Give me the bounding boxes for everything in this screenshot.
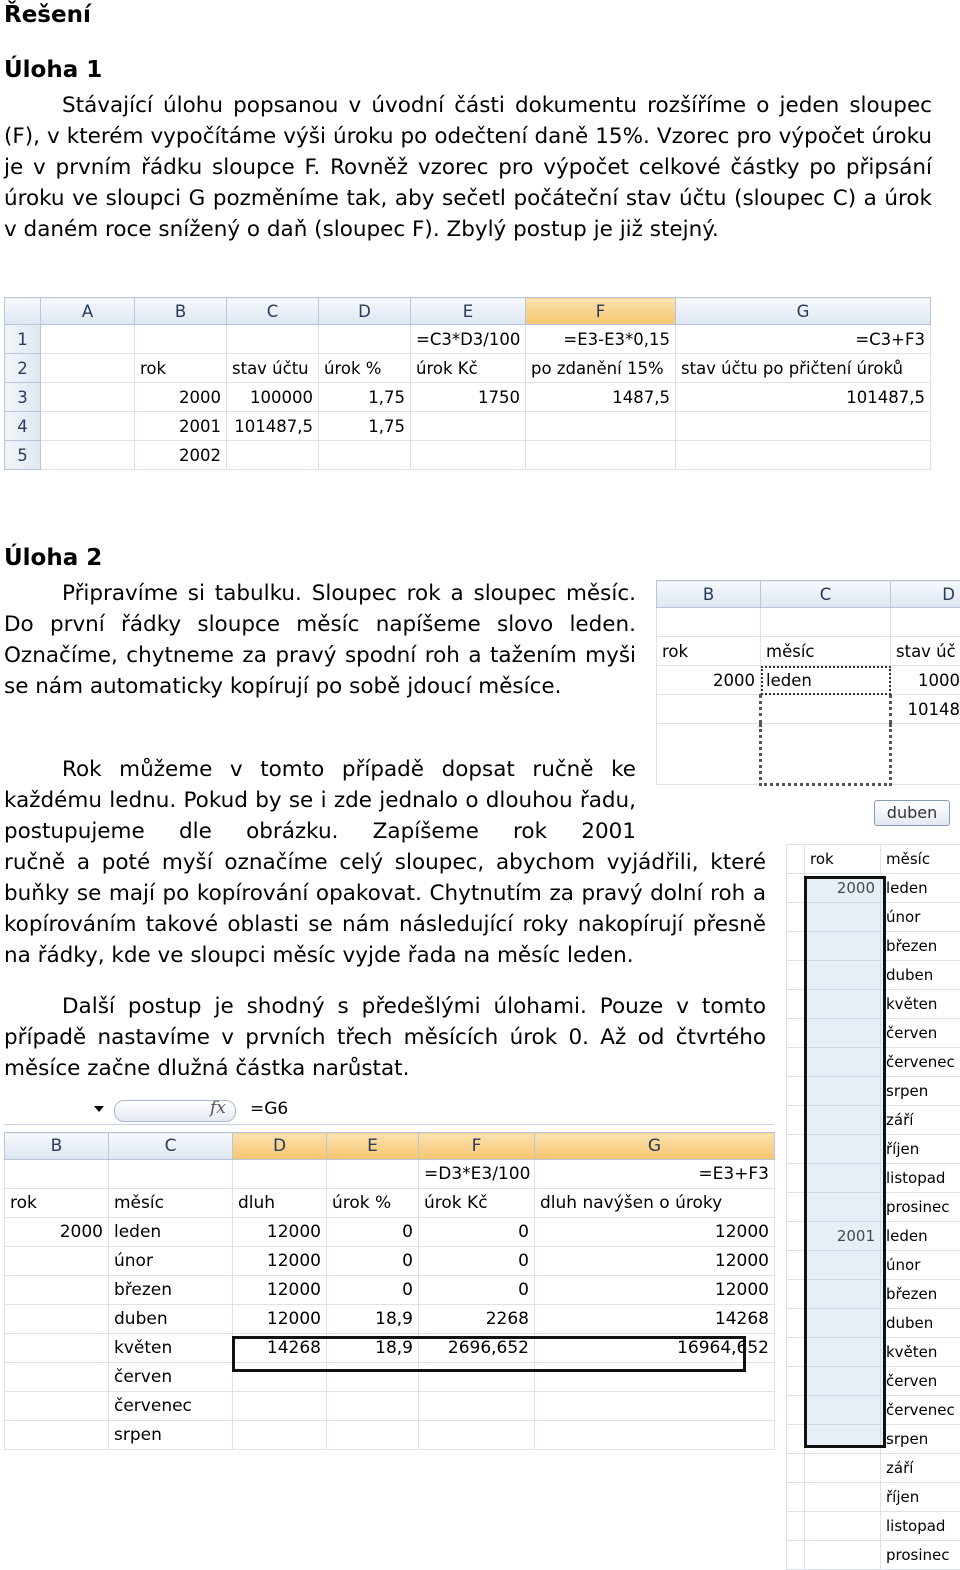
cell[interactable] [787, 990, 805, 1019]
cell[interactable] [319, 441, 411, 470]
cell[interactable]: březen [109, 1276, 233, 1305]
cell[interactable]: 12000 [233, 1305, 327, 1334]
cell[interactable]: 12000 [535, 1218, 775, 1247]
cell[interactable] [657, 608, 761, 637]
cell-year[interactable]: 2000 [805, 874, 881, 903]
col-header[interactable]: C [109, 1133, 233, 1160]
cell[interactable]: 14268 [535, 1305, 775, 1334]
table-row [5, 1189, 775, 1218]
fill-range[interactable] [761, 695, 891, 724]
cell[interactable] [535, 1421, 775, 1450]
cell-month[interactable]: duben [881, 961, 960, 990]
cell[interactable]: 2000 [135, 383, 227, 412]
cell[interactable]: 0 [327, 1276, 419, 1305]
task1-title: Úloha 1 [4, 57, 102, 83]
fx-icon[interactable]: fx [210, 1098, 226, 1118]
cell[interactable] [233, 1160, 327, 1189]
cell[interactable]: 100000 [227, 383, 319, 412]
col-header[interactable]: C [761, 581, 891, 608]
cell-month[interactable]: duben [881, 1309, 960, 1338]
cell[interactable] [319, 325, 411, 354]
cell[interactable]: měsíc [881, 845, 960, 874]
cell[interactable]: 18,9 [327, 1305, 419, 1334]
cell-month[interactable]: září [881, 1106, 960, 1135]
cell[interactable]: 14268 [233, 1334, 327, 1363]
cell[interactable] [41, 354, 135, 383]
cell[interactable]: 1,75 [319, 383, 411, 412]
cell[interactable]: 2696,652 [419, 1334, 535, 1363]
cell[interactable] [787, 1280, 805, 1309]
row-header[interactable]: 4 [5, 412, 41, 441]
cell[interactable] [891, 608, 960, 637]
cell[interactable] [41, 325, 135, 354]
cell[interactable] [135, 325, 227, 354]
cell[interactable]: po zdanění 15% [526, 354, 676, 383]
cell[interactable]: duben [109, 1305, 233, 1334]
table-row [5, 1160, 775, 1189]
cell[interactable] [787, 874, 805, 903]
cell[interactable] [227, 441, 319, 470]
col-header[interactable]: E [411, 298, 526, 325]
autofill-tooltip: duben [874, 800, 950, 826]
cell[interactable] [5, 1247, 109, 1276]
cell-month[interactable]: leden [881, 1222, 960, 1251]
cell-month[interactable]: srpen [881, 1425, 960, 1454]
cell[interactable] [787, 1077, 805, 1106]
selected-year-column[interactable] [804, 876, 886, 1448]
cell[interactable] [761, 608, 891, 637]
cell[interactable]: 0 [419, 1218, 535, 1247]
cell[interactable] [787, 1396, 805, 1425]
cell-month[interactable]: únor [881, 903, 960, 932]
cell[interactable]: srpen [109, 1421, 233, 1450]
cell-month[interactable]: květen [881, 1338, 960, 1367]
cell[interactable]: 0 [419, 1247, 535, 1276]
cell[interactable] [787, 1512, 805, 1541]
cell[interactable]: 1,75 [319, 412, 411, 441]
cell[interactable]: 1487,5 [526, 383, 676, 412]
cell[interactable] [787, 1309, 805, 1338]
cell[interactable] [891, 724, 960, 785]
table-row [5, 412, 931, 441]
col-header[interactable]: D [891, 581, 960, 608]
cell[interactable]: 12000 [233, 1276, 327, 1305]
table-row [5, 1218, 775, 1247]
cell[interactable]: 16964,652 [535, 1334, 775, 1363]
cell[interactable] [5, 1421, 109, 1450]
cell-month[interactable]: červen [881, 1367, 960, 1396]
cell[interactable] [787, 1454, 805, 1483]
row-header[interactable]: 5 [5, 441, 41, 470]
cell[interactable] [787, 1164, 805, 1193]
cell[interactable] [5, 1276, 109, 1305]
task2-paragraph-2a: Rok můžeme v tomto případě dopsat ručně ke každému lednu. Pokud by se i zde jednalo o dlouhou řadu, postupujeme dle obrázku. Zapíšeme rok 2001 [4, 754, 636, 847]
cell[interactable]: rok [5, 1189, 109, 1218]
list-item [787, 1512, 960, 1541]
col-header[interactable]: B [5, 1133, 109, 1160]
task1-spreadsheet[interactable] [4, 297, 931, 470]
cell-month[interactable]: listopad [881, 1512, 960, 1541]
cell[interactable] [787, 961, 805, 990]
cell[interactable]: 12000 [233, 1247, 327, 1276]
col-header[interactable]: E [327, 1133, 419, 1160]
formula-bar [4, 1096, 774, 1125]
cell[interactable]: 12000 [233, 1218, 327, 1247]
cell[interactable] [787, 1019, 805, 1048]
cell[interactable]: 101487,5 [676, 383, 931, 412]
cell[interactable] [5, 1392, 109, 1421]
cell[interactable] [411, 441, 526, 470]
col-header[interactable]: D [233, 1133, 327, 1160]
cell[interactable] [41, 441, 135, 470]
cell[interactable]: úrok Kč [419, 1189, 535, 1218]
cell-month[interactable]: září [881, 1454, 960, 1483]
table-row [5, 325, 931, 354]
table-row [5, 1305, 775, 1334]
page-heading: Řešení [4, 2, 91, 28]
cell-selected[interactable]: leden [761, 666, 891, 695]
dropdown-arrow-icon[interactable] [94, 1106, 104, 1112]
cell-year[interactable] [805, 1454, 881, 1483]
col-header[interactable]: F [419, 1133, 535, 1160]
cell[interactable] [787, 1541, 805, 1570]
table-row [5, 441, 931, 470]
cell[interactable] [535, 1392, 775, 1421]
cell-month[interactable]: březen [881, 1280, 960, 1309]
cell[interactable] [787, 1048, 805, 1077]
cell[interactable]: dluh navýšen o úroky [535, 1189, 775, 1218]
cell[interactable] [233, 1421, 327, 1450]
cell[interactable]: 12000 [535, 1276, 775, 1305]
table-row [5, 1421, 775, 1450]
col-header[interactable]: A [41, 298, 135, 325]
table-row [5, 1247, 775, 1276]
row-header[interactable]: 1 [5, 325, 41, 354]
cell[interactable]: stav účtu po přičtení úroků [676, 354, 931, 383]
cell[interactable] [327, 1160, 419, 1189]
cell[interactable] [787, 1193, 805, 1222]
cell[interactable] [657, 695, 761, 724]
cell-month[interactable]: prosinec [881, 1541, 960, 1570]
cell[interactable] [787, 1425, 805, 1454]
cell[interactable] [676, 412, 931, 441]
row-header[interactable]: 2 [5, 354, 41, 383]
cell[interactable] [419, 1392, 535, 1421]
task1-text: Stávající úlohu popsanou v úvodní části dokumentu rozšíříme o jeden sloupec (F), v kterém vypočítáme výši úroku po odečtení daně 15%. Vzorec pro výpočet úroku je v prvním řádku sloupce F. Rovněž vzorec pro výpočet celkové částky po připsání úroku ve sloupci G pozměníme tak, aby sečetl počáteční stav účtu (sloupec C) a úrok v daném roce snížený o daň (sloupec F). Zbylý postup je již stejný. [4, 90, 932, 245]
cell[interactable]: 2268 [419, 1305, 535, 1334]
cell-month[interactable]: červen [881, 1019, 960, 1048]
col-header[interactable]: B [657, 581, 761, 608]
cell[interactable]: 2001 [135, 412, 227, 441]
col-header[interactable]: C [227, 298, 319, 325]
cell-month[interactable]: říjen [881, 1135, 960, 1164]
cell[interactable] [41, 412, 135, 441]
cell-year[interactable]: 2001 [805, 1222, 881, 1251]
cell[interactable] [787, 1106, 805, 1135]
select-all-corner[interactable] [5, 298, 41, 325]
cell[interactable] [5, 1363, 109, 1392]
cell[interactable]: červenec [109, 1392, 233, 1421]
cell[interactable] [787, 1251, 805, 1280]
list-item [787, 1454, 960, 1483]
cell-month[interactable]: červenec [881, 1396, 960, 1425]
col-header[interactable]: G [676, 298, 931, 325]
cell[interactable]: úrok % [319, 354, 411, 383]
cell[interactable]: dluh [233, 1189, 327, 1218]
cell[interactable]: 2000 [5, 1218, 109, 1247]
cell[interactable]: rok [805, 845, 881, 874]
cell-month[interactable]: leden [881, 874, 960, 903]
cell[interactable]: stav úč [891, 637, 960, 666]
col-header-selected[interactable]: F [526, 298, 676, 325]
cell[interactable]: 0 [327, 1218, 419, 1247]
cell[interactable] [109, 1160, 233, 1189]
col-header[interactable]: D [319, 298, 411, 325]
cell[interactable]: 10148 [891, 695, 960, 724]
task2-title: Úloha 2 [4, 545, 102, 571]
cell[interactable] [787, 1338, 805, 1367]
cell-month[interactable]: březen [881, 932, 960, 961]
cell-formula[interactable]: =C3*D3/100 [411, 325, 526, 354]
cell[interactable] [41, 383, 135, 412]
cell-year[interactable] [805, 1512, 881, 1541]
cell[interactable]: 2000 [657, 666, 761, 695]
cell[interactable] [526, 441, 676, 470]
formula-input[interactable]: =G6 [250, 1099, 288, 1119]
cell-formula[interactable]: =E3-E3*0,15 [526, 325, 676, 354]
cell[interactable]: měsíc [109, 1189, 233, 1218]
cell[interactable]: 1750 [411, 383, 526, 412]
cell[interactable] [787, 845, 805, 874]
cell[interactable]: =E3+F3 [535, 1160, 775, 1189]
cell[interactable]: 1000 [891, 666, 960, 695]
col-header[interactable]: G [535, 1133, 775, 1160]
cell[interactable]: =D3*E3/100 [419, 1160, 535, 1189]
cell[interactable] [787, 932, 805, 961]
cell-month[interactable]: srpen [881, 1077, 960, 1106]
cell[interactable]: 12000 [535, 1247, 775, 1276]
row-header[interactable]: 3 [5, 383, 41, 412]
cell[interactable] [411, 412, 526, 441]
cell[interactable]: 0 [327, 1247, 419, 1276]
cell[interactable]: leden [109, 1218, 233, 1247]
cell[interactable] [526, 412, 676, 441]
cell[interactable]: úrok % [327, 1189, 419, 1218]
cell[interactable] [233, 1392, 327, 1421]
cell[interactable] [787, 1222, 805, 1251]
task2-paragraph-1: Připravíme si tabulku. Sloupec rok a sloupec měsíc. Do první řádky sloupce měsíc napíšeme slovo leden. Označíme, chytneme za pravý spodní roh a tažením myši se nám automaticky kopírují po sobě jdoucí měsíce. [4, 578, 636, 702]
cell[interactable]: 101487,5 [227, 412, 319, 441]
cell[interactable]: rok [657, 637, 761, 666]
cell[interactable] [5, 1160, 109, 1189]
cell-year[interactable] [805, 1483, 881, 1512]
cell[interactable] [787, 1135, 805, 1164]
table-row [5, 1276, 775, 1305]
task2-paragraph-3: Další postup je shodný s předešlými úlohami. Pouze v tomto případě nastavíme v prvních třech měsících úrok 0. Až od čtvrtého měsíce začne dlužná částka narůstat. [4, 991, 766, 1084]
cell[interactable] [327, 1392, 419, 1421]
cell-month[interactable]: únor [881, 1251, 960, 1280]
cell[interactable] [787, 903, 805, 932]
cell-year[interactable] [805, 1541, 881, 1570]
cell-formula[interactable]: =C3+F3 [676, 325, 931, 354]
cell-month[interactable]: prosinec [881, 1193, 960, 1222]
table-row [5, 1392, 775, 1421]
cell[interactable] [419, 1421, 535, 1450]
task2-paragraph-2b: ručně a poté myší označíme celý sloupec, abychom vyjádřili, které buňky se mají po kopírování opakovat. Chytnutím za pravý dolní roh a kopírováním takové oblasti se nám následující roky nakopírují přesně na řádky, kde ve sloupci měsíc vyjde řada na měsíc leden. [4, 847, 766, 971]
cell-month[interactable]: květen [881, 990, 960, 1019]
cell[interactable] [787, 1367, 805, 1396]
cell[interactable]: červen [109, 1363, 233, 1392]
cell[interactable] [327, 1421, 419, 1450]
list-item [787, 1483, 960, 1512]
cell[interactable] [5, 1305, 109, 1334]
cell[interactable]: měsíc [761, 637, 891, 666]
month-fill-spreadsheet[interactable] [656, 580, 960, 786]
list-item [787, 1541, 960, 1570]
table-row [5, 383, 931, 412]
fill-range[interactable] [761, 724, 891, 785]
cell[interactable] [657, 724, 761, 785]
col-header[interactable]: B [135, 298, 227, 325]
cell[interactable]: květen [109, 1334, 233, 1363]
cell[interactable]: 0 [419, 1276, 535, 1305]
cell[interactable]: úrok Kč [411, 354, 526, 383]
cell[interactable] [5, 1334, 109, 1363]
cell[interactable] [227, 325, 319, 354]
cell[interactable] [676, 441, 931, 470]
cell-month[interactable]: červenec [881, 1048, 960, 1077]
cell[interactable]: 2002 [135, 441, 227, 470]
cell-month[interactable]: listopad [881, 1164, 960, 1193]
cell[interactable]: rok [135, 354, 227, 383]
loan-spreadsheet[interactable] [4, 1132, 775, 1450]
table-row [5, 354, 931, 383]
cell-month[interactable]: říjen [881, 1483, 960, 1512]
cell[interactable] [787, 1483, 805, 1512]
active-row-selection[interactable] [232, 1336, 746, 1372]
cell[interactable]: stav účtu [227, 354, 319, 383]
cell[interactable]: 18,9 [327, 1334, 419, 1363]
cell[interactable]: únor [109, 1247, 233, 1276]
